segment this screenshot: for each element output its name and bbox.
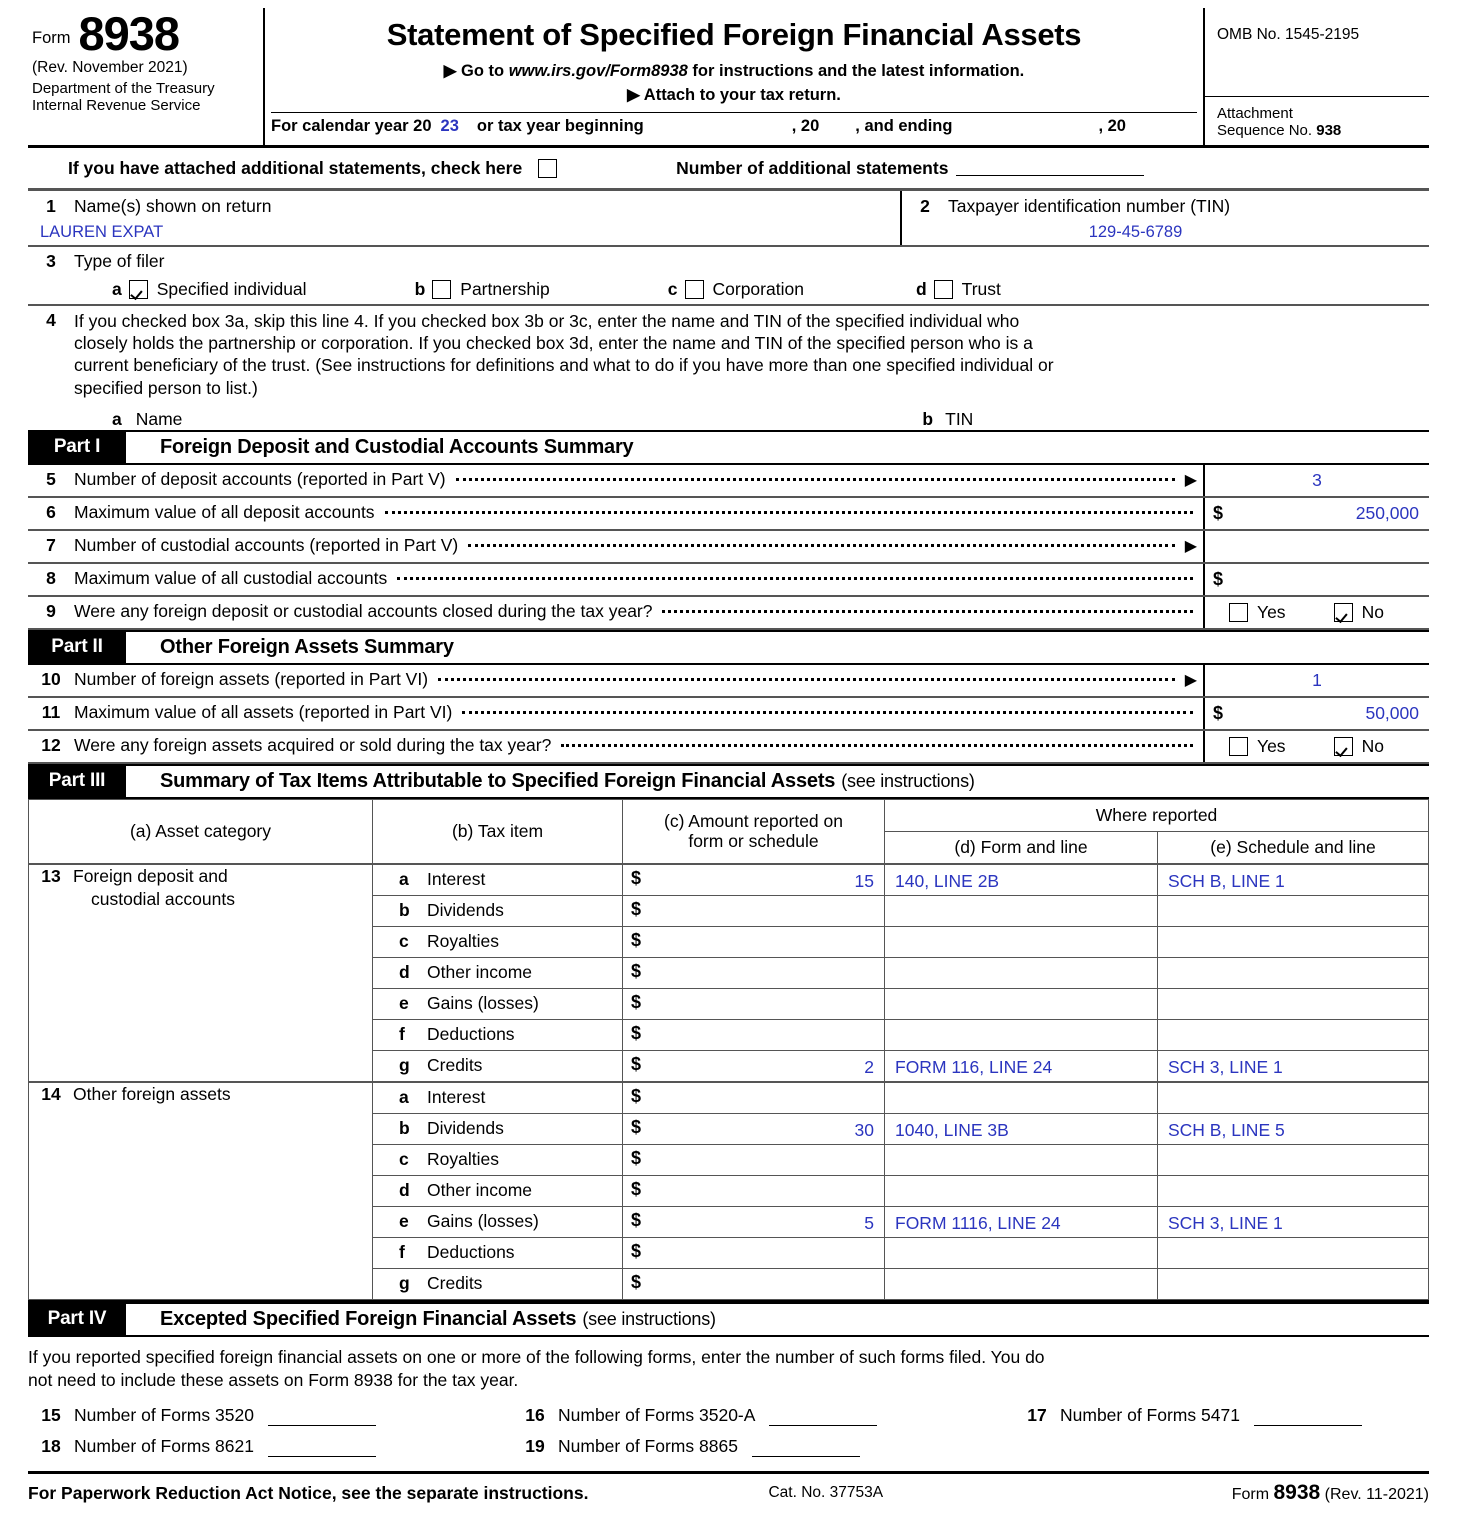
schedule-line-14a[interactable] [1158,1082,1429,1114]
line-4-block [28,306,1429,430]
filer-option-c-letter: c [667,279,678,299]
goto-suffix: for instructions and the latest information. [692,62,1025,80]
arrow-right-icon-2: ▶ [627,86,640,104]
dollar-sign-icon: $ [631,991,642,1012]
asset-category-13 [29,864,373,1082]
line-16-label: Number of Forms 3520-A [558,1405,756,1426]
leader-dots [456,465,1175,481]
line-17-number: 17 [1027,1405,1047,1426]
form-title-block [265,8,1203,145]
filer-checkbox-a[interactable] [129,280,148,299]
end-year-suffix: , 20 [1098,117,1126,135]
col-header-asset-category: (a) Asset category [29,799,373,864]
line-12-yes-option[interactable] [1229,736,1286,757]
schedule-line-14d[interactable] [1158,1175,1429,1206]
part-3-title-note: (see instructions) [841,770,975,791]
line-15-input[interactable] [268,1410,376,1426]
goto-instructions-line [271,61,1197,81]
additional-statements-count-input[interactable] [956,161,1144,176]
form-number: 8938 [78,7,180,60]
dollar-sign-icon: $ [1213,568,1224,589]
amount-14f[interactable] [623,1237,885,1268]
tax-item-13f: f Deductions [373,1019,623,1050]
line-11-number: 11 [41,701,61,722]
part-1-title: Foreign Deposit and Custodial Accounts Summary [160,435,634,458]
filer-option-specified-individual[interactable] [112,279,307,300]
tax-items-table-wrap [28,799,1429,1302]
line-4-text-1: If you checked box 3a, skip this line 4. If you checked box 3b or 3c, enter the name and TIN of the specified individual who [74,311,1020,331]
amount-13b[interactable] [623,895,885,926]
and-ending-label: , and ending [855,117,953,135]
amount-14g[interactable] [623,1268,885,1299]
line-10-number: 10 [41,668,61,689]
tax-item-14g: g Credits [373,1268,623,1299]
schedule-line-13c[interactable] [1158,926,1429,957]
tin-value[interactable]: 129-45-6789 [1088,223,1183,241]
form-revision-date: (Rev. November 2021) [32,59,188,77]
line-6-value-cell[interactable] [1203,498,1429,529]
form-word-label: Form [32,29,71,48]
dollar-sign-icon: $ [631,929,642,950]
line-17-input[interactable] [1254,1410,1362,1426]
line-11-row [28,698,1429,731]
leader-dots [662,597,1193,613]
line-6-number: 6 [46,501,56,522]
line-16-number: 16 [525,1405,545,1426]
dollar-sign-icon: $ [1213,502,1224,523]
begin-year-suffix: , 20 [791,117,820,135]
amount-13g[interactable]: $ 2 [623,1050,885,1082]
amount-13f[interactable] [623,1019,885,1050]
amount-14e[interactable]: $ 5 [623,1206,885,1237]
arrow-right-icon-line5: ▶ [1184,471,1197,489]
line-11-value[interactable]: 50,000 [1365,702,1419,723]
line-18-label: Number of Forms 8621 [74,1436,254,1457]
form-line-13c[interactable] [885,926,1158,957]
line-19-label: Number of Forms 8865 [558,1436,738,1457]
tax-item-13c: c Royalties [373,926,623,957]
schedule-line-14b[interactable]: SCH B, LINE 5 [1158,1113,1429,1144]
line-6-label: Maximum value of all deposit accounts [74,501,375,522]
line-10-row [28,665,1429,698]
schedule-line-13g[interactable]: SCH 3, LINE 1 [1158,1050,1429,1082]
leader-dots [561,731,1193,747]
form-count-18 [28,1436,512,1457]
department-line-1: Department of the Treasury [32,80,215,98]
line-5-value[interactable]: 3 [1312,469,1322,490]
line-8-number: 8 [46,567,56,588]
part-4-title-wrap [126,1304,716,1335]
arrow-right-icon-line10: ▶ [1184,671,1197,689]
amount-14d[interactable] [623,1175,885,1206]
col-header-amount-reported: (c) Amount reported on form or schedule [623,799,885,864]
line-4a-letter: a [112,408,122,429]
line-9-label: Were any foreign deposit or custodial accounts closed during the tax year? [74,600,653,621]
dollar-sign-icon: $ [631,1209,642,1230]
line-5-number: 5 [46,468,56,489]
schedule-line-13a[interactable]: SCH B, LINE 1 [1158,864,1429,896]
arrow-right-icon: ▶ [443,62,457,80]
line-12-no-option[interactable] [1334,736,1384,757]
line-3-label: Type of filer [74,251,165,271]
line-8-value-cell[interactable] [1203,564,1429,595]
form-line-13a[interactable]: 140, LINE 2B [885,864,1158,896]
part-4-tag: Part IV [28,1304,126,1335]
filer-option-d-letter: d [915,279,927,299]
form-count-16 [512,1405,1014,1426]
line-5-label: Number of deposit accounts (reported in Part V) [74,468,446,489]
line-9-yes-label: Yes [1257,601,1286,622]
line-4b-letter: b [922,408,934,429]
table-row [29,864,1429,896]
dollar-sign-icon: $ [1213,702,1224,723]
line-10-label: Number of foreign assets (reported in Part VI) [74,668,429,689]
line-10-value-cell[interactable] [1203,665,1429,696]
footer-form-revision: (Rev. 11-2021) [1324,1486,1429,1504]
line-12-value-cell [1203,731,1429,762]
part-4-row-2 [28,1426,1429,1457]
dollar-sign-icon: $ [631,960,642,981]
leader-dots [385,498,1193,514]
part-4-row-1 [28,1395,1429,1426]
amount-13a[interactable]: $ 15 [623,864,885,896]
line-12-no-checkbox[interactable] [1334,737,1353,756]
line-7-value-cell[interactable] [1203,531,1429,562]
line-13-category-2: custodial accounts [91,888,235,909]
goto-prefix: Go to [461,62,505,80]
footer-form-number: 8938 [1273,1481,1321,1505]
table-header-row [29,799,1429,831]
tax-item-14a: a Interest [373,1082,623,1114]
additional-statements-row [28,148,1429,191]
form-line-14f[interactable] [885,1237,1158,1268]
line-1-label: Name(s) shown on return [74,196,272,216]
part-4-form-counts [28,1395,1429,1457]
filer-option-corporation[interactable] [668,279,804,300]
dollar-sign-icon: $ [631,1053,642,1074]
form-line-14c[interactable] [885,1144,1158,1175]
schedule-line-14c[interactable] [1158,1144,1429,1175]
line-2-number: 2 [920,196,930,216]
form-line-13d[interactable] [885,957,1158,988]
part-2-header [28,630,1429,665]
line-8-label: Maximum value of all custodial accounts [74,567,388,588]
tax-year-line [271,112,1197,145]
filer-option-partnership[interactable] [415,279,550,300]
filer-checkbox-b[interactable] [432,280,451,299]
tax-items-table [28,799,1429,1300]
name-and-tin-row [28,191,1429,247]
dollar-sign-icon: $ [631,898,642,919]
form-identity-block [28,8,265,145]
line-3-number: 3 [46,251,56,271]
leader-dots [462,698,1193,714]
part-1-tag: Part I [28,432,126,463]
tax-item-13b: b Dividends [373,895,623,926]
form-count-17 [1014,1405,1362,1426]
tax-item-13e: e Gains (losses) [373,988,623,1019]
dollar-sign-icon: $ [631,1147,642,1168]
table-row [29,1082,1429,1114]
asset-category-14 [29,1082,373,1300]
line-18-number: 18 [41,1436,61,1457]
part-3-tag: Part III [28,766,126,797]
part-3-header [28,764,1429,799]
line-13-category-1: Foreign deposit and [73,865,228,886]
col-header-tax-item: (b) Tax item [373,799,623,864]
line-8-row [28,564,1429,597]
form-line-13f[interactable] [885,1019,1158,1050]
line-5-value-cell[interactable] [1203,465,1429,496]
filer-option-b-label: Partnership [460,279,550,299]
line-7-row [28,531,1429,564]
filer-option-d-label: Trust [961,279,1001,299]
line-6-value[interactable]: 250,000 [1355,502,1419,523]
tax-item-14b: b Dividends [373,1113,623,1144]
footer-form-word: Form [1231,1486,1270,1504]
line-10-value[interactable]: 1 [1312,669,1322,690]
type-of-filer-block [28,247,1429,306]
line-9-row [28,597,1429,630]
sequence-label: Sequence No. [1217,121,1313,139]
amount-13c[interactable] [623,926,885,957]
line-9-no-label: No [1361,601,1384,622]
line-12-number: 12 [41,734,61,755]
line-14-category-1: Other foreign assets [73,1083,231,1104]
dollar-sign-icon: $ [631,1022,642,1043]
line-12-yes-checkbox[interactable] [1229,737,1248,756]
sequence-number: 938 [1316,121,1342,139]
line-1-number: 1 [46,196,56,216]
dollar-sign-icon: $ [631,1085,642,1106]
footer-form-id [1232,1481,1429,1505]
line-6-row [28,498,1429,531]
line-11-value-cell[interactable] [1203,698,1429,729]
attachment-sequence [1205,96,1429,146]
omb-number: OMB No. 1545-2195 [1217,26,1360,43]
schedule-line-13f[interactable] [1158,1019,1429,1050]
form-line-13g[interactable]: FORM 116, LINE 24 [885,1050,1158,1082]
tax-item-13a: a Interest [373,864,623,896]
col-header-form-and-line: (d) Form and line [885,831,1158,864]
attach-instruction-line [271,85,1197,105]
leader-dots [397,564,1193,580]
amount-13e[interactable] [623,988,885,1019]
line-12-row [28,731,1429,764]
line-2-label: Taxpayer identification number (TIN) [948,196,1231,216]
calendar-year-label: For calendar year 20 [271,117,432,135]
line-4-text-4: specified person to list.) [74,377,258,398]
form-count-19 [512,1436,1014,1457]
line-4-number: 4 [46,310,56,330]
catalog-number: Cat. No. 37753A [768,1484,884,1502]
line-9-yes-checkbox[interactable] [1229,603,1248,622]
line-7-number: 7 [46,534,56,555]
line-9-number: 9 [46,600,56,621]
omb-block [1203,8,1429,145]
attached-statements-checkbox[interactable] [538,159,557,178]
line-14-number: 14 [41,1083,61,1104]
line-19-number: 19 [525,1436,545,1457]
form-count-15 [28,1405,512,1426]
line-9-no-checkbox[interactable] [1334,603,1353,622]
filer-option-trust[interactable] [916,279,1001,300]
form-line-13e[interactable] [885,988,1158,1019]
line-15-label: Number of Forms 3520 [74,1405,254,1426]
tax-item-14c: c Royalties [373,1144,623,1175]
filer-option-c-label: Corporation [712,279,804,299]
dollar-sign-icon: $ [631,1240,642,1261]
arrow-right-icon-line7: ▶ [1184,537,1197,555]
line-7-label: Number of custodial accounts (reported in Part V) [74,534,459,555]
name-field-block [28,191,902,245]
amount-13d[interactable] [623,957,885,988]
part-4-instructions [28,1337,1429,1396]
amount-14b[interactable]: $ 30 [623,1113,885,1144]
col-header-schedule-and-line: (e) Schedule and line [1158,831,1429,864]
form-line-14g[interactable] [885,1268,1158,1299]
tax-item-14e: e Gains (losses) [373,1206,623,1237]
line-4b-label: TIN [945,408,974,429]
line-4-text-2: closely holds the partnership or corporation. If you checked box 3d, enter the name and TIN of the specified person who is a [74,333,1033,354]
amount-14a[interactable] [623,1082,885,1114]
part-4-header [28,1302,1429,1337]
line-19-input[interactable] [752,1441,860,1457]
schedule-line-13b[interactable] [1158,895,1429,926]
name-shown-on-return-value[interactable]: LAUREN EXPAT [40,223,164,241]
form-footer [28,1474,1429,1505]
schedule-line-14e[interactable]: SCH 3, LINE 1 [1158,1206,1429,1237]
form-line-14d[interactable] [885,1175,1158,1206]
department-line-2: Internal Revenue Service [32,97,201,115]
filer-checkbox-d[interactable] [934,280,953,299]
line-12-yes-label: Yes [1257,735,1286,756]
part-4-text-1: If you reported specified foreign financial assets on one or more of the following forms, enter the number of such forms filed. You do [28,1346,1045,1367]
form-header [28,0,1429,148]
form-line-14a[interactable] [885,1082,1158,1114]
part-3-title-wrap [126,766,975,797]
dollar-sign-icon: $ [631,1116,642,1137]
form-line-14e[interactable]: FORM 1116, LINE 24 [885,1206,1158,1237]
line-16-input[interactable] [769,1410,877,1426]
tin-field-block [902,191,1429,245]
page-title: Statement of Specified Foreign Financial Assets [386,17,1082,52]
filer-option-a-letter: a [112,279,122,299]
dollar-sign-icon: $ [631,867,642,888]
part-3-title: Summary of Tax Items Attributable to Specified Foreign Financial Assets [160,769,836,792]
line-13-number: 13 [41,865,61,886]
leader-dots [468,531,1174,547]
attachment-label: Attachment [1217,104,1293,122]
part-4-title: Excepted Specified Foreign Financial Assets [160,1307,577,1330]
col-header-where-reported: Where reported [885,799,1429,831]
tax-item-13g: g Credits [373,1050,623,1082]
leader-dots [438,665,1175,681]
form-line-13b[interactable] [885,895,1158,926]
filer-checkbox-c[interactable] [685,280,704,299]
calendar-year-value[interactable]: 23 [440,117,459,135]
filer-option-b-letter: b [414,279,426,299]
part-4-title-note: (see instructions) [582,1308,716,1329]
attach-text: Attach to your tax return. [643,86,841,104]
line-15-number: 15 [41,1405,61,1426]
part-1-header [28,430,1429,465]
paperwork-notice: For Paperwork Reduction Act Notice, see the separate instructions. [28,1482,589,1503]
schedule-line-14g[interactable] [1158,1268,1429,1299]
tax-item-13d: d Other income [373,957,623,988]
tax-item-14d: d Other income [373,1175,623,1206]
dollar-sign-icon: $ [631,1178,642,1199]
line-9-no-option[interactable] [1334,602,1384,623]
part-2-title: Other Foreign Assets Summary [160,635,454,658]
schedule-line-13d[interactable] [1158,957,1429,988]
line-9-value-cell [1203,597,1429,628]
dollar-sign-icon: $ [631,1271,642,1292]
line-18-input[interactable] [268,1441,376,1457]
amount-14c[interactable] [623,1144,885,1175]
additional-statements-count-label: Number of additional statements [676,157,949,178]
part-2-tag: Part II [28,632,126,663]
irs-url[interactable]: www.irs.gov/Form8938 [508,62,688,80]
part-4-text-2: not need to include these assets on Form 8938 for the tax year. [28,1369,519,1390]
line-17-label: Number of Forms 5471 [1060,1405,1240,1426]
line-9-yes-option[interactable] [1229,602,1286,623]
line-12-label: Were any foreign assets acquired or sold during the tax year? [74,734,552,755]
tax-year-beginning-label: or tax year beginning [476,117,644,135]
line-5-row [28,465,1429,498]
filer-option-a-label: Specified individual [156,279,307,299]
attached-statements-label: If you have attached additional statements, check here [68,157,523,178]
line-4-text-3: current beneficiary of the trust. (See instructions for definitions and what to do if you have more than one specified individual or [74,355,1054,376]
schedule-line-14f[interactable] [1158,1237,1429,1268]
line-12-no-label: No [1361,735,1384,756]
form-line-14b[interactable]: 1040, LINE 3B [885,1113,1158,1144]
line-4a-label: Name [135,408,183,429]
line-11-label: Maximum value of all assets (reported in Part VI) [74,701,453,722]
tax-item-14f: f Deductions [373,1237,623,1268]
schedule-line-13e[interactable] [1158,988,1429,1019]
